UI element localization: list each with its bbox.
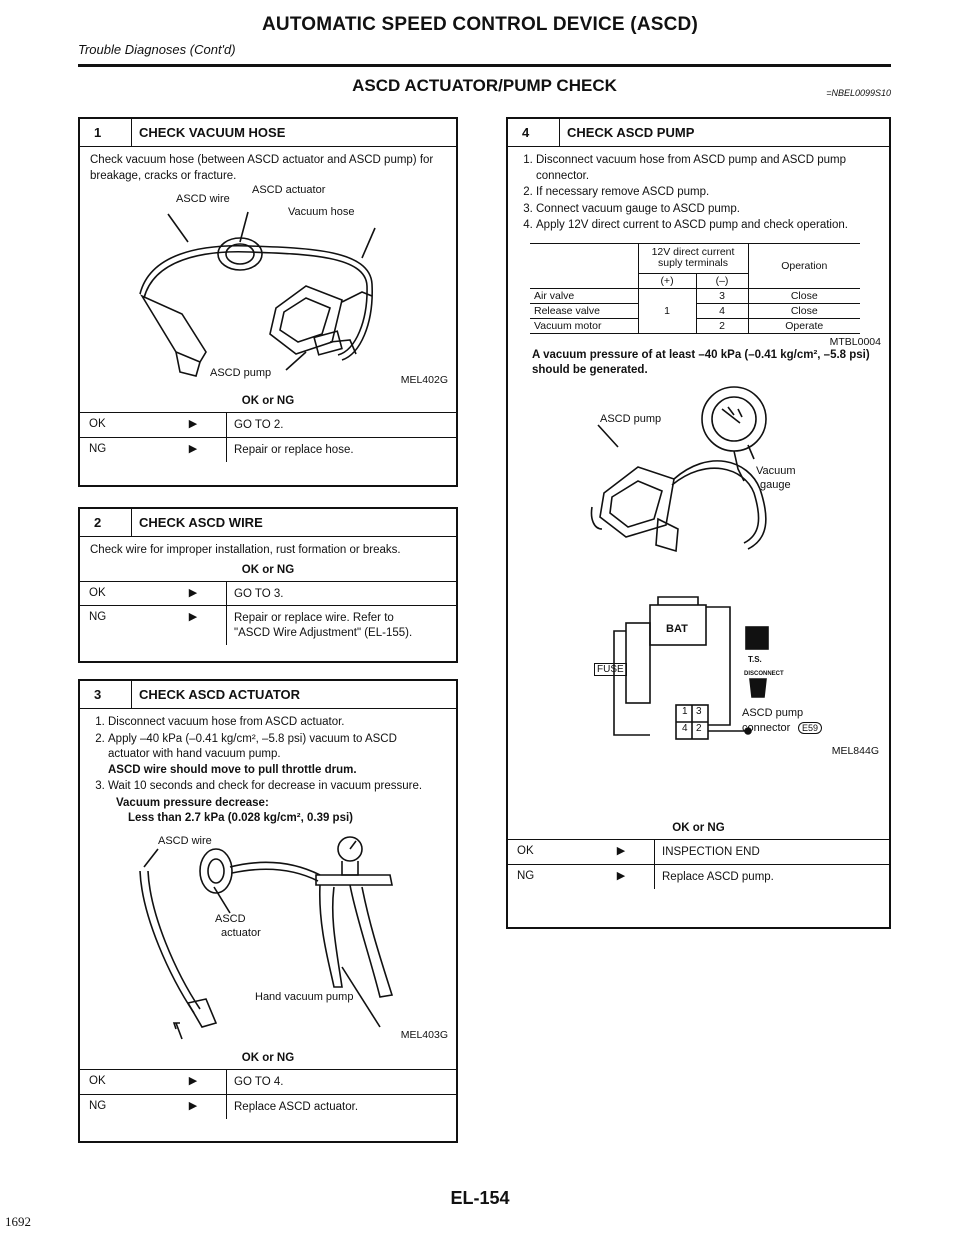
arrow-icon: ▶	[188, 418, 198, 431]
label-actuator: actuator	[221, 926, 261, 939]
ok-action: INSPECTION END	[654, 840, 889, 864]
label-hand-vacuum-pump: Hand vacuum pump	[255, 990, 354, 1003]
ok-label: OK	[89, 1074, 106, 1087]
arrow-icon: ▶	[188, 442, 198, 455]
table-cell-operation: Close	[748, 288, 860, 303]
arrow-icon: ▶	[616, 869, 626, 882]
operation-table	[530, 243, 860, 334]
ok-result-row	[508, 840, 889, 865]
step-4-box	[506, 117, 891, 929]
ng-action: Repair or replace wire. Refer to "ASCD Wire Adjustment" (EL-155).	[226, 606, 456, 645]
step-2-body	[80, 537, 456, 561]
ok-label: OK	[517, 844, 534, 857]
battery-label: BAT	[666, 622, 688, 635]
list-item	[108, 732, 440, 779]
table-cell-minus: 3	[696, 288, 748, 303]
terminal-3: 3	[696, 705, 702, 717]
step-2-box	[78, 507, 458, 663]
ok-label: OK	[89, 586, 106, 599]
list-item: 3. Wait 10 seconds and check for decrease in vacuum pressure.	[108, 779, 440, 795]
table-cell-name: Release valve	[530, 303, 638, 318]
step-title: CHECK ASCD PUMP	[567, 125, 695, 140]
operation-table-wrap	[508, 235, 889, 379]
label-ascd-pump-connector: ASCD pump	[742, 706, 804, 719]
ng-label: NG	[89, 1099, 107, 1112]
label-ascd-wire: ASCD wire	[176, 193, 230, 206]
pressure-value: Less than 2.7 kPa (0.028 kg/cm², 0.39 psi)	[128, 812, 353, 825]
reference-code: =NBEL0099S10	[826, 88, 891, 98]
step-1-box	[78, 117, 458, 487]
pump-note: A vacuum pressure of at least –40 kPa (–0.41 kg/cm², –5.8 psi) should be generated.	[532, 348, 870, 377]
page-subtitle: Trouble Diagnoses (Cont'd)	[78, 42, 236, 57]
connector-id: E59	[798, 722, 822, 734]
table-header-plus: (+)	[638, 273, 696, 288]
step-3-box	[78, 679, 458, 1143]
header-rule	[78, 64, 891, 67]
table-row	[530, 288, 860, 303]
step-3-header	[80, 681, 456, 709]
table-cell-operation: Operate	[748, 318, 860, 333]
ng-action: Replace ASCD actuator.	[226, 1095, 456, 1119]
arrow-icon: ▶	[188, 1099, 198, 1112]
list-item: 1. Disconnect vacuum hose from ASCD pump and ASCD pump connector.	[536, 153, 871, 184]
ok-label: OK	[89, 418, 106, 431]
table-cell-plus: 1	[638, 288, 696, 333]
figure-code: MEL403G	[400, 1028, 448, 1041]
pump-figure	[508, 379, 889, 819]
label-ascd-actuator: ASCD actuator	[252, 184, 326, 197]
label-ascd-wire: ASCD wire	[158, 834, 212, 847]
list-item: 3. Connect vacuum gauge to ASCD pump.	[536, 202, 871, 218]
ng-label: NG	[89, 442, 107, 455]
ok-action: GO TO 3.	[226, 582, 456, 606]
table-cell-name: Air valve	[530, 288, 638, 303]
table-header-supply: 12V direct current suply terminals	[638, 243, 748, 273]
actuator-illustration	[80, 827, 456, 1049]
ts-label: T.S.	[748, 654, 762, 664]
page-number: EL-154	[450, 1188, 510, 1208]
ok-action: GO TO 2.	[226, 413, 456, 437]
ok-action: GO TO 4.	[226, 1070, 456, 1094]
label-connector: connector	[742, 721, 791, 734]
ok-result-row	[80, 413, 456, 438]
table-cell-minus: 2	[696, 318, 748, 333]
step-title: CHECK ASCD ACTUATOR	[139, 687, 301, 702]
page-title: AUTOMATIC SPEED CONTROL DEVICE (ASCD)	[262, 14, 698, 35]
terminal-4: 4	[682, 722, 688, 734]
pressure-heading: Vacuum pressure decrease:	[116, 796, 269, 809]
table-cell-name: Vacuum motor	[530, 318, 638, 333]
step-3-body	[80, 709, 456, 827]
list-item: 4. Apply 12V direct current to ASCD pump and check operation.	[536, 218, 871, 234]
ng-action: Repair or replace hose.	[226, 438, 456, 462]
vacuum-hose-figure	[80, 184, 456, 392]
label-ascd-pump: ASCD pump	[210, 367, 272, 380]
table-header-minus: (–)	[696, 273, 748, 288]
ok-or-ng-label: OK or NG	[80, 1049, 456, 1070]
label-vacuum-hose: Vacuum hose	[288, 206, 355, 219]
step-title: CHECK VACUUM HOSE	[139, 125, 286, 140]
step-3-list	[90, 715, 440, 795]
step-number: 4	[508, 119, 560, 146]
list-item-text: Apply –40 kPa (–0.41 kg/cm², –5.8 psi) vacuum to ASCD actuator with hand vacuum pump.	[108, 732, 397, 761]
label-gauge: gauge	[760, 478, 791, 491]
step-4-body	[508, 147, 889, 234]
ng-label: NG	[89, 611, 107, 624]
table-code: MTBL0004	[829, 335, 881, 348]
ok-or-ng-label: OK or NG	[80, 561, 456, 582]
table-corner	[530, 243, 638, 288]
arrow-icon: ▶	[188, 1074, 198, 1087]
label-vacuum: Vacuum	[756, 464, 796, 477]
table-cell-operation: Close	[748, 303, 860, 318]
step-2-header	[80, 509, 456, 537]
step-text: Check wire for improper installation, rust formation or breaks.	[90, 544, 401, 556]
step-number: 1	[80, 119, 132, 146]
ng-result-row	[80, 606, 456, 645]
ng-label: NG	[517, 869, 535, 882]
vacuum-hose-illustration	[80, 184, 456, 392]
ng-result-row	[80, 438, 456, 462]
arrow-icon: ▶	[188, 611, 198, 624]
label-ascd: ASCD	[215, 912, 246, 925]
disconnect-label: DISCONNECT	[744, 670, 784, 677]
arrow-icon: ▶	[616, 844, 626, 857]
ok-or-ng-label: OK or NG	[80, 392, 456, 413]
terminal-2: 2	[696, 722, 702, 734]
actuator-figure	[80, 827, 456, 1049]
arrow-icon: ▶	[188, 586, 198, 599]
table-header-operation: Operation	[748, 243, 860, 288]
ok-or-ng-label: OK or NG	[508, 819, 889, 840]
step-1-header	[80, 119, 456, 147]
step-text: Check vacuum hose (between ASCD actuator and ASCD pump) for breakage, cracks or fracture.	[90, 154, 434, 182]
label-ascd-pump: ASCD pump	[600, 412, 662, 425]
fuse-label: FUSE	[594, 663, 627, 677]
step-number: 2	[80, 509, 132, 536]
ng-result-row	[508, 865, 889, 889]
step-title: CHECK ASCD WIRE	[139, 515, 263, 530]
ng-action: Replace ASCD pump.	[654, 865, 889, 889]
list-item-note: ASCD wire should move to pull throttle drum.	[108, 763, 357, 776]
ok-result-row	[80, 1070, 456, 1095]
terminal-1: 1	[682, 705, 688, 717]
figure-code: MEL402G	[400, 374, 448, 387]
step-4-list	[518, 153, 871, 234]
list-item: 2. If necessary remove ASCD pump.	[536, 185, 871, 201]
corner-page-number: 1692	[5, 1214, 31, 1229]
step-4-header	[508, 119, 889, 147]
figure-code: MEL844G	[831, 744, 879, 757]
step-1-body	[80, 147, 456, 184]
table-cell-minus: 4	[696, 303, 748, 318]
section-title: ASCD ACTUATOR/PUMP CHECK	[352, 76, 617, 95]
ng-result-row	[80, 1095, 456, 1119]
list-item: 1. Disconnect vacuum hose from ASCD actuator.	[108, 715, 440, 731]
step-number: 3	[80, 681, 132, 708]
ok-result-row	[80, 582, 456, 607]
